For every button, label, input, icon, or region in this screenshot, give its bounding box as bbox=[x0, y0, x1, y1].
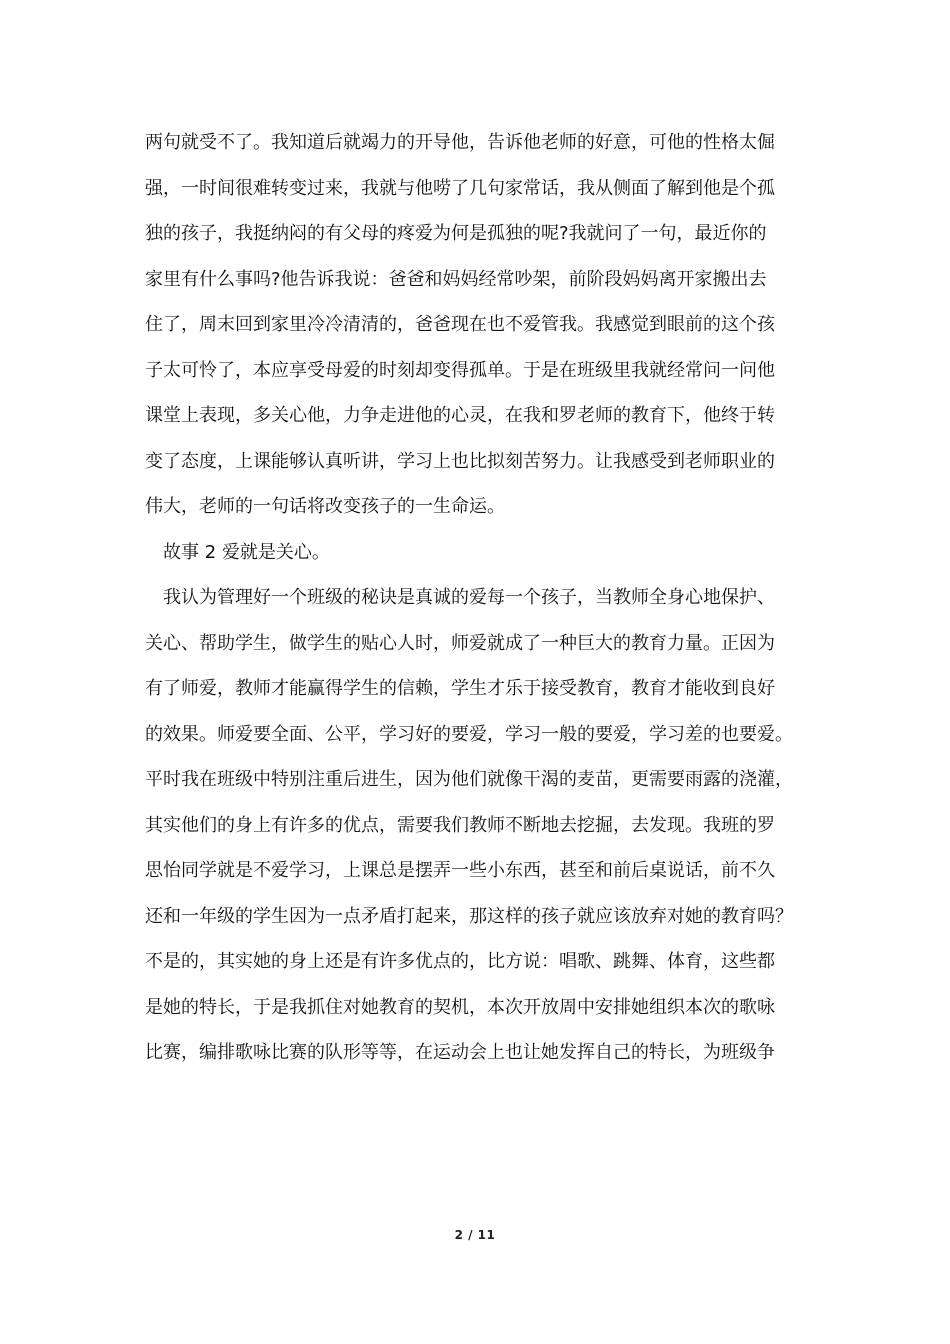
text-line: 两句就受不了。我知道后就竭力的开导他，告诉他老师的好意，可他的性格太倔 bbox=[145, 132, 775, 153]
text-line: 我认为管理好一个班级的秘诀是真诚的爱每一个孩子，当教师全身心地保护、 bbox=[163, 587, 775, 608]
text-line: 比赛，编排歌咏比赛的队形等等，在运动会上也让她发挥自己的特长，为班级争 bbox=[145, 1042, 775, 1063]
text-line: 住了，周末回到家里冷冷清清的，爸爸现在也不爱管我。我感觉到眼前的这个孩 bbox=[145, 314, 775, 335]
section-heading: 故事 2 爱就是关心。 bbox=[163, 541, 330, 563]
text-line: 课堂上表现，多关心他，力争走进他的心灵，在我和罗老师的教育下，他终于转 bbox=[145, 405, 775, 426]
text-line: 变了态度，上课能够认真听讲，学习上也比拟刻苦努力。让我感受到老师职业的 bbox=[145, 450, 775, 472]
text-line: 关心、帮助学生，做学生的贴心人时，师爱就成了一种巨大的教育力量。正因为 bbox=[145, 632, 775, 654]
text-line: 不是的，其实她的身上还是有许多优点的，比方说：唱歌、跳舞、体育，这些都 bbox=[145, 951, 775, 972]
text-line: 平时我在班级中特别注重后进生，因为他们就像干渴的麦苗，更需要雨露的浇灌， bbox=[145, 769, 793, 790]
text-line: 思怡同学就是不爱学习，上课总是摆弄一些小东西，甚至和前后桌说话，前不久 bbox=[145, 860, 775, 881]
text-line: 其实他们的身上有许多的优点，需要我们教师不断地去挖掘，去发现。我班的罗 bbox=[145, 814, 775, 836]
text-line: 是她的特长，于是我抓住对她教育的契机，本次开放周中安排她组织本次的歌咏 bbox=[145, 996, 775, 1018]
text-line: 子太可怜了，本应享受母爱的时刻却变得孤单。于是在班级里我就经常问一问他 bbox=[145, 359, 775, 381]
text-line: 强，一时间很难转变过来，我就与他唠了几句家常话，我从侧面了解到他是个孤 bbox=[145, 177, 775, 199]
text-line: 的效果。师爱要全面、公平，学习好的要爱，学习一般的要爱，学习差的也要爱。 bbox=[145, 723, 793, 745]
body-text bbox=[145, 120, 815, 1076]
text-line: 独的孩子，我挺纳闷的有父母的疼爱为何是孤独的呢?我就问了一句，最近你的 bbox=[145, 223, 767, 244]
text-line: 有了师爱，教师才能赢得学生的信赖，学生才乐于接受教育，教育才能收到良好 bbox=[145, 678, 775, 699]
text-line: 还和一年级的学生因为一点矛盾打起来，那这样的孩子就应该放弃对她的教育吗？ bbox=[145, 905, 793, 927]
page-number: 2 / 11 bbox=[454, 1228, 496, 1242]
text-line: 伟大，老师的一句话将改变孩子的一生命运。 bbox=[145, 496, 505, 517]
text-line: 家里有什么事吗?他告诉我说：爸爸和妈妈经常吵架，前阶段妈妈离开家搬出去 bbox=[145, 268, 767, 290]
